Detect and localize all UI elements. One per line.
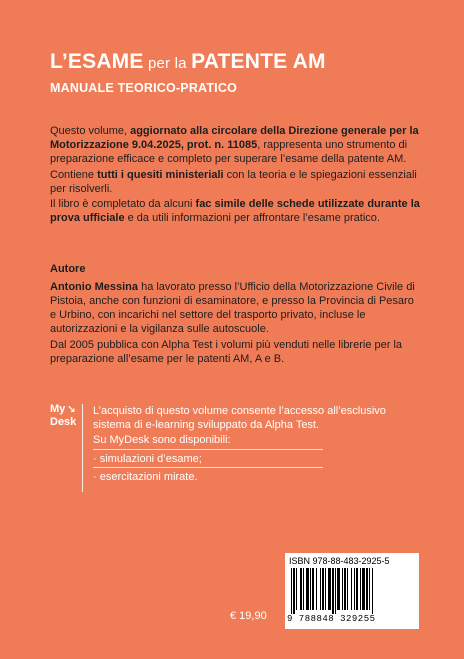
mydesk-logo-desk: Desk: [50, 416, 77, 428]
desc3-bold: fac simile delle schede utilizzate durante la prova ufficiale: [50, 198, 420, 224]
mydesk-rule-2: [93, 467, 323, 468]
description-paragraph-1: [50, 124, 422, 166]
barcode-bar: [310, 568, 311, 610]
mydesk-available: Su MyDesk sono disponibili:: [93, 434, 231, 446]
barcode-bar: [347, 568, 348, 610]
barcode-bar: [332, 568, 334, 614]
barcode-bar: [356, 568, 358, 610]
title-part-per-la: per la: [143, 55, 192, 72]
author-heading: Autore: [50, 263, 86, 275]
barcode-bar: [372, 568, 373, 614]
barcode-bar: [306, 568, 309, 610]
desc1-text-a: Questo volume,: [50, 125, 131, 137]
barcode-bar: [369, 568, 370, 610]
barcode-bar: [296, 568, 297, 610]
author-name: Antonio Messina: [50, 281, 139, 293]
desc1-text-c: , rappresenta uno strumento di preparazione efficace e completo per superare l’esame della patente AM.: [50, 139, 408, 165]
mydesk-logo-my: My: [50, 403, 66, 415]
description-paragraph-2: [50, 168, 422, 196]
title-part-esame: L’ESAME: [50, 50, 144, 73]
mydesk-rule-1: [93, 449, 323, 450]
barcode-bar: [360, 568, 361, 610]
barcode-bar: [335, 568, 336, 614]
barcode-bar: [351, 568, 352, 610]
isbn-label: ISBN 978-88-483-2925-5: [289, 556, 390, 566]
barcode-bars: [291, 568, 413, 614]
desc3-text-a: Il libro è completato da alcuni: [50, 198, 196, 210]
barcode-digits: 9 788848 329255: [287, 614, 376, 624]
barcode-bar: [316, 568, 317, 610]
book-subtitle: MANUALE TEORICO-PRATICO: [50, 81, 237, 95]
barcode-bar: [354, 568, 355, 610]
price: € 19,90: [230, 610, 267, 622]
barcode-bar: [328, 568, 331, 610]
book-title: [50, 50, 326, 74]
barcode-box: [285, 553, 419, 629]
barcode-bar: [312, 568, 314, 610]
description-paragraph-3: [50, 197, 422, 225]
mydesk-logo: [50, 403, 76, 429]
desc3-text-c: e da utili informazioni per affrontare l’esame pratico.: [124, 212, 380, 224]
barcode-bar: [300, 568, 302, 610]
desc2-text-a: Contiene: [50, 169, 98, 181]
barcode-bar: [325, 568, 326, 610]
barcode-bar: [293, 568, 295, 614]
mydesk-intro: L’acquisto di questo volume consente l’accesso all’esclusivo sistema di e-learning sviluppato da Alpha Test.: [93, 405, 386, 431]
barcode-bar: [320, 568, 321, 610]
author-bio: [50, 280, 422, 336]
barcode-bar: [303, 568, 304, 610]
barcode-bar: [291, 568, 292, 614]
desc1-bold: aggiornato alla circolare della Direzione generale per la Motorizzazione 9.04.2025, prot. n. 11085: [50, 125, 419, 151]
desc2-text-c: con la teoria e le spiegazioni essenziali per risolverli.: [50, 169, 417, 195]
title-part-patente: PATENTE AM: [191, 50, 326, 73]
barcode-bar: [366, 568, 368, 610]
arrow-down-right-icon: ↘: [67, 404, 76, 415]
barcode-bar: [342, 568, 343, 610]
barcode-bar: [322, 568, 324, 610]
barcode-bar: [337, 568, 340, 610]
mydesk-item-1: · simulazioni d’esame;: [93, 453, 202, 465]
desc2-bold: tutti i quesiti ministeriali: [97, 169, 224, 181]
mydesk-item-2: · esercitazioni mirate.: [93, 471, 198, 483]
author-bio-text: ha lavorato presso l’Ufficio della Motorizzazione Civile di Pistoia, anche con funzioni di esaminatore, e presso la Provincia di Pesaro e Urbino, con incarichi nel settore del trasporto privato, incluse le autorizzazioni e la vigilanza sulle autoscuole.: [50, 281, 415, 335]
mydesk-divider: [82, 404, 83, 492]
barcode-bar: [344, 568, 346, 610]
author-publications: Dal 2005 pubblica con Alpha Test i volumi più venduti nelle librerie per la preparazione all’esame per le patenti AM, A e B.: [50, 339, 403, 365]
barcode-bar: [362, 568, 365, 610]
